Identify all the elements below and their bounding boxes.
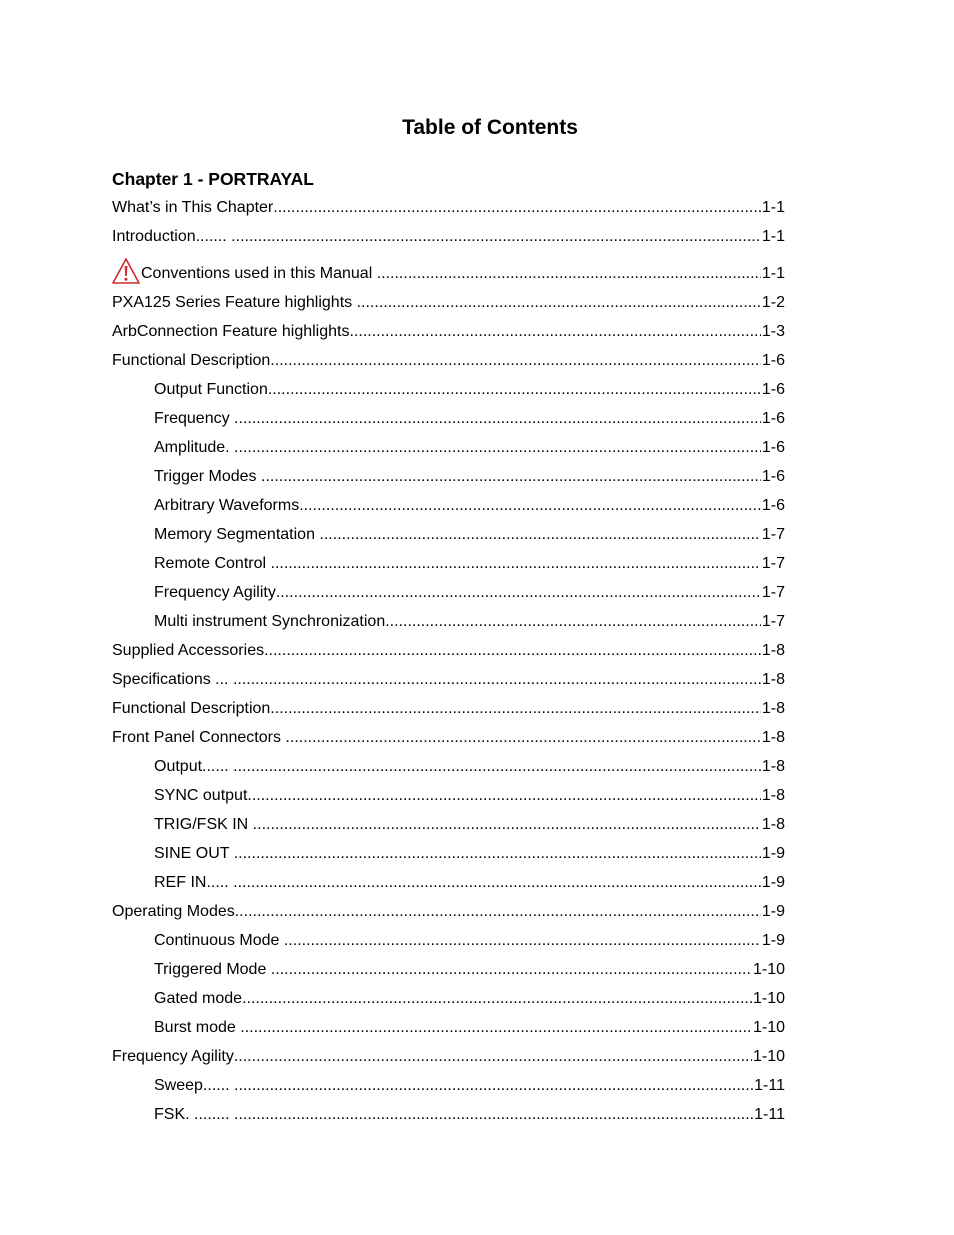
toc-entry-title: Burst mode [154,1019,241,1036]
toc-page-number: 1-7 [761,613,785,630]
toc-dot-leader [235,902,761,922]
toc-entry[interactable] [154,842,785,864]
chapter-heading: Chapter 1 - PORTRAYAL [112,169,314,189]
toc-page-number: 1-6 [761,497,785,514]
toc-page-number: 1-6 [761,352,785,369]
toc-page-number: 1-8 [761,816,785,833]
toc-entry[interactable] [112,196,785,218]
toc-entry-title: Sweep...... [154,1077,235,1094]
toc-entry-title: SINE OUT [154,845,234,862]
toc-dot-leader [385,612,761,632]
toc-entry[interactable] [112,697,785,719]
toc-page-number: 1-6 [761,439,785,456]
toc-page-number: 1-11 [754,1077,785,1094]
toc-entry-title: Gated mode [154,990,243,1007]
page-title: Table of Contents [402,116,578,139]
toc-page-number: 1-7 [761,584,785,601]
toc-page-number: 1-6 [761,381,785,398]
toc-dot-leader [233,670,761,690]
toc-entry-title: Specifications ... [112,671,233,688]
toc-page-number: 1-11 [754,1106,785,1123]
toc-entry[interactable] [112,1045,785,1067]
toc-entry[interactable] [112,349,785,371]
toc-dot-leader [264,641,761,661]
toc-dot-leader [261,467,761,487]
toc-entry-title: Conventions used in this Manual [141,265,377,282]
toc-dot-leader [247,786,760,806]
toc-entry-title: Amplitude. [154,439,235,456]
toc-dot-leader [357,293,761,313]
toc-entry-title: Frequency [154,410,235,427]
toc-entry-title: Functional Description [112,352,271,369]
toc-entry[interactable] [112,291,785,313]
toc-dot-leader [234,438,761,458]
toc-page-number: 1-10 [752,961,785,978]
toc-page-number: 1-9 [761,932,785,949]
toc-entry[interactable] [112,254,785,284]
toc-dot-leader [273,198,761,218]
toc-dot-leader [231,227,761,247]
toc-entry-title: Trigger Modes [154,468,261,485]
toc-entry[interactable] [154,871,785,893]
toc-dot-leader [271,960,752,980]
toc-entry-title: Output Function [154,381,268,398]
toc-entry[interactable] [154,523,785,545]
toc-entry-title: Memory Segmentation [154,526,320,543]
toc-entry[interactable] [154,407,785,429]
toc-page-number: 1-3 [761,323,785,340]
toc-page-number: 1-1 [761,199,785,216]
toc-page-number: 1-7 [761,526,785,543]
toc-dot-leader [268,380,761,400]
toc-entry-title: Introduction....... [112,228,232,245]
toc-page-number: 1-9 [761,874,785,891]
toc-dot-leader [349,322,760,342]
toc-page-number: 1-6 [761,468,785,485]
toc-entry-title: SYNC output [154,787,248,804]
toc-page-number: 1-2 [761,294,785,311]
toc-entry-title: Front Panel Connectors [112,729,286,746]
toc-page-number: 1-1 [761,228,785,245]
toc-dot-leader [234,1076,753,1096]
toc-entry[interactable] [154,813,785,835]
toc-entry-title: REF IN..... [154,874,234,891]
toc-entry-title: Functional Description [112,700,271,717]
toc-entry-title: Frequency Agility [112,1048,234,1065]
toc-dot-leader [234,844,761,864]
toc-entry[interactable] [154,784,785,806]
toc-entry[interactable] [154,610,785,632]
toc-dot-leader [233,757,761,777]
toc-page-number: 1-1 [761,265,785,282]
toc-page-number: 1-7 [761,555,785,572]
toc-dot-leader [240,1018,752,1038]
toc-page-number: 1-8 [761,787,785,804]
toc-page-number: 1-8 [761,729,785,746]
warning-triangle-icon [112,257,140,284]
toc-page-number: 1-6 [761,410,785,427]
toc-dot-leader [284,931,761,951]
toc-page-number: 1-10 [752,1048,785,1065]
toc-dot-leader [276,583,761,603]
toc-dot-leader [285,728,760,748]
toc-dot-leader [234,1105,753,1125]
toc-dot-leader [253,815,761,835]
toc-entry-title: Output...... [154,758,234,775]
toc-entry-title: PXA125 Series Feature highlights [112,294,357,311]
toc-page-number: 1-10 [752,1019,785,1036]
toc-page-number: 1-9 [761,903,785,920]
toc-entry-title: Triggered Mode [154,961,271,978]
toc-entry[interactable] [112,668,785,690]
toc-page-number: 1-8 [761,671,785,688]
toc-entry-title: Multi instrument Synchronization [154,613,386,630]
toc-entry[interactable] [154,1074,785,1096]
toc-dot-leader [233,873,761,893]
toc-entry-title: Operating Modes [112,903,235,920]
toc-page-number: 1-10 [752,990,785,1007]
toc-dot-leader [377,264,761,284]
toc-dot-leader [234,1047,752,1067]
toc-entry[interactable] [154,755,785,777]
toc-page-number: 1-8 [761,758,785,775]
toc-entry[interactable] [112,639,785,661]
toc-entry[interactable] [154,552,785,574]
toc-entry-title: Frequency Agility [154,584,276,601]
toc-page-number: 1-9 [761,845,785,862]
toc-entry[interactable] [154,958,785,980]
toc-entry[interactable] [154,1103,785,1125]
toc-entry[interactable] [154,378,785,400]
toc-entry[interactable] [112,320,785,342]
toc-entry[interactable] [154,436,785,458]
toc-entry-title: Continuous Mode [154,932,284,949]
toc-dot-leader [234,409,761,429]
toc-entry-title: FSK. ........ [154,1106,235,1123]
toc-dot-leader [242,989,752,1009]
toc-dot-leader [319,525,760,545]
toc-entry-title: Arbitrary Waveforms [154,497,300,514]
toc-entry-title: TRIG/FSK IN [154,816,253,833]
toc-entry-title: What’s in This Chapter [112,199,274,216]
toc-page-number: 1-8 [761,700,785,717]
toc-entry-title: ArbConnection Feature highlights [112,323,350,340]
toc-entry[interactable] [154,494,785,516]
toc-entry[interactable] [112,726,785,748]
toc-entry[interactable] [154,465,785,487]
toc-entry[interactable] [112,900,785,922]
toc-entry-title: Supplied Accessories [112,642,265,659]
toc-entry[interactable] [154,929,785,951]
toc-page-number: 1-8 [761,642,785,659]
toc-entry[interactable] [154,1016,785,1038]
toc-entry[interactable] [154,987,785,1009]
toc-dot-leader [271,554,761,574]
toc-dot-leader [270,699,761,719]
toc-entry[interactable] [112,225,785,247]
toc-dot-leader [299,496,761,516]
toc-entry[interactable] [154,581,785,603]
toc-entry-title: Remote Control [154,555,271,572]
toc-dot-leader [270,351,761,371]
